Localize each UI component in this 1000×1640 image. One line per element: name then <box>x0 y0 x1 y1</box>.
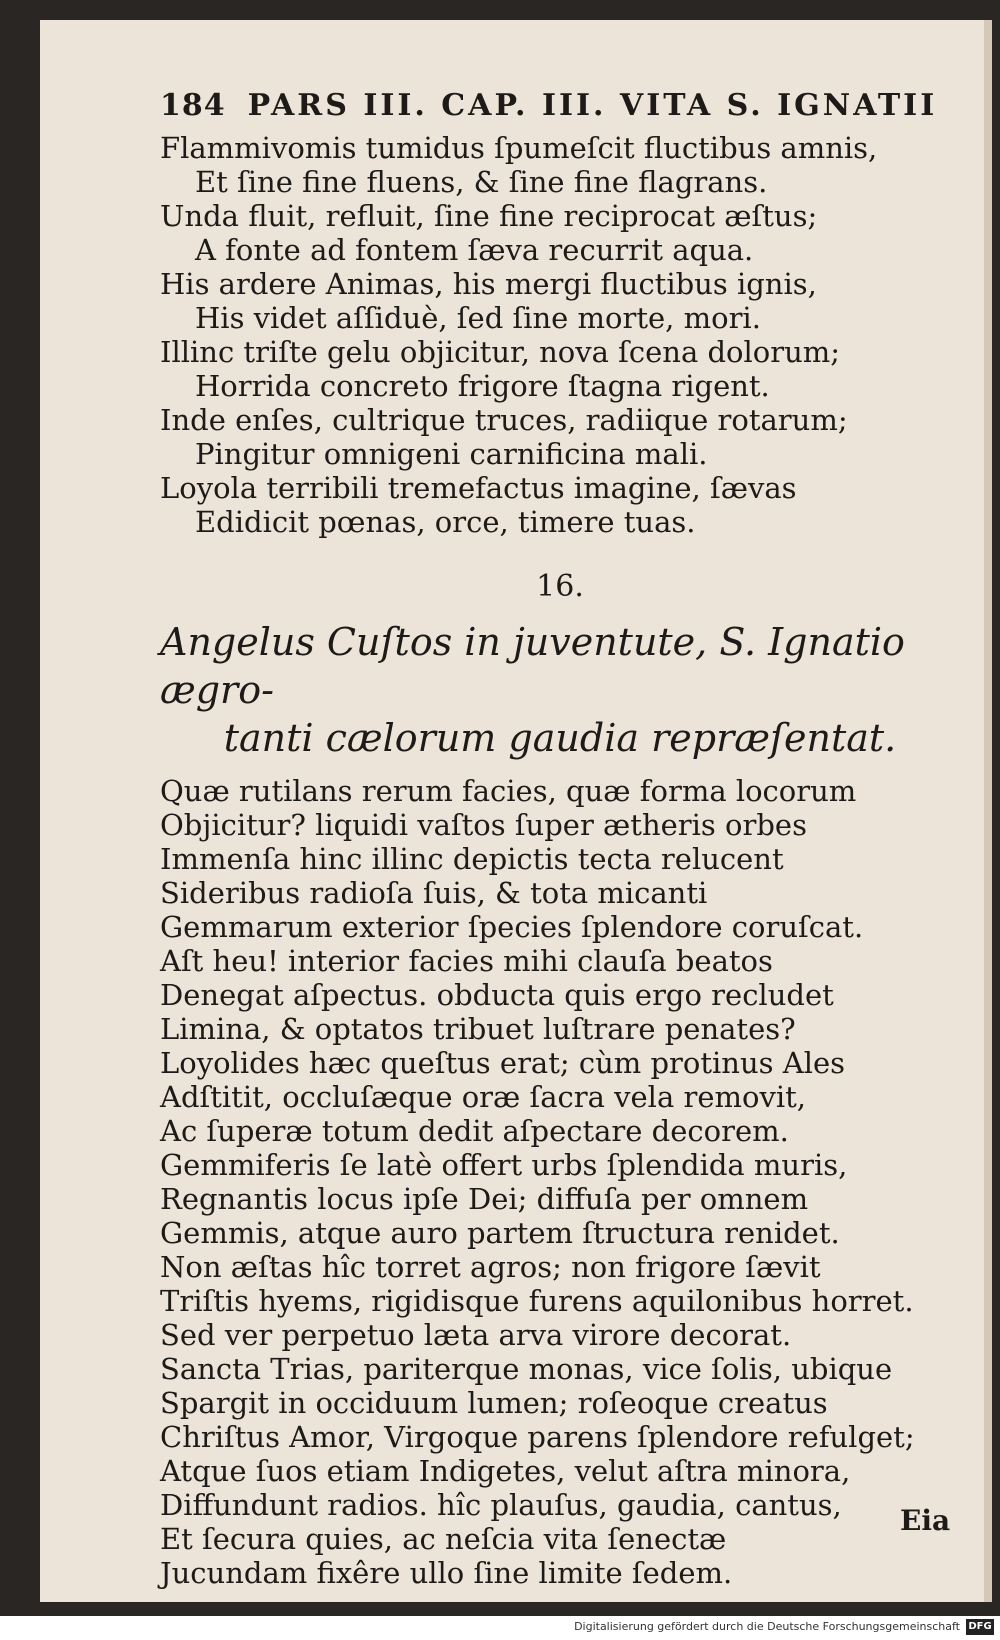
poem-top <box>160 131 960 539</box>
running-header <box>160 88 960 123</box>
poem-line: Gemmis, atque auro partem ſtructura renidet. <box>160 1216 840 1250</box>
poem-line: Loyola terribili tremefactus imagine, ſævas <box>160 471 797 505</box>
poem-bottom <box>160 774 960 1590</box>
poem-line: Unda fluit, refluit, ſine fine reciprocat æſtus; <box>160 199 818 233</box>
poem-line: Jucundam fixêre ullo ſine limite ſedem. <box>160 1556 733 1590</box>
poem-line: Pingitur omnigeni carnificina mali. <box>195 437 708 471</box>
poem-line: Spargit in occiduum lumen; roſeoque creatus <box>160 1386 828 1420</box>
funding-credit[interactable]: Digitalisierung gefördert durch die Deutsche Forschungsgemeinschaft <box>574 1620 960 1633</box>
poem-line: Non æſtas hîc torret agros; non frigore ſævit <box>160 1250 821 1284</box>
poem-line: Ac ſuperæ totum dedit aſpectare decorem. <box>160 1114 789 1148</box>
poem-line: Triſtis hyems, rigidisque furens aquilonibus horret. <box>160 1284 914 1318</box>
section-number: 16. <box>536 569 584 604</box>
poem-line: Regnantis locus ipſe Dei; diffuſa per omnem <box>160 1182 809 1216</box>
poem-line: Et ſecura quies, ac neſcia vita ſenectæ <box>160 1522 727 1556</box>
poem-line: Horrida concreto frigore ſtagna rigent. <box>195 369 770 403</box>
poem-line: Et ſine fine fluens, & ſine fine flagrans. <box>195 165 768 199</box>
poem-line: Sideribus radioſa ſuis, & tota micanti <box>160 876 708 910</box>
poem-line: Aſt heu! interior facies mihi clauſa beatos <box>160 944 773 978</box>
section-heading <box>160 618 960 762</box>
section-heading-line: tanti cælorum gaudia repræſentat. <box>223 716 897 760</box>
section-heading-line: Angelus Cuſtos in juventute, S. Ignatio ægro- <box>160 620 905 712</box>
poem-line: Sancta Trias, pariterque monas, vice ſolis, ubique <box>160 1352 893 1386</box>
poem-line: Sed ver perpetuo læta arva virore decorat. <box>160 1318 792 1352</box>
poem-line: Limina, & optatos tribuet luſtrare penates? <box>160 1012 796 1046</box>
poem-line: Atque ſuos etiam Indigetes, velut aſtra minora, <box>160 1454 851 1488</box>
poem-line: Inde enſes, cultrique truces, radiique rotarum; <box>160 403 848 437</box>
footer-bar <box>0 1616 1000 1640</box>
poem-line: Edidicit pœnas, orce, timere tuas. <box>195 505 696 539</box>
poem-line: Objicitur? liquidi vaſtos ſuper ætheris orbes <box>160 808 807 842</box>
poem-line: His ardere Animas, his mergi fluctibus ignis, <box>160 267 817 301</box>
poem-line: Flammivomis tumidus ſpumeſcit fluctibus amnis, <box>160 131 878 165</box>
running-title: PARS III. CAP. III. VITA S. IGNATII <box>247 88 938 123</box>
poem-line: Adſtitit, occluſæque oræ ſacra vela removit, <box>160 1080 806 1114</box>
poem-line: A fonte ad fontem ſæva recurrit aqua. <box>195 233 754 267</box>
poem-line: Diffundunt radios. hîc plauſus, gaudia, cantus, <box>160 1488 842 1522</box>
dfg-logo[interactable]: DFG <box>966 1619 994 1635</box>
catchword: Eia <box>900 1504 951 1537</box>
page-edge <box>984 20 992 1602</box>
book-page <box>40 20 992 1602</box>
page-content <box>160 88 960 1590</box>
poem-line: Gemmiferis ſe latè offert urbs ſplendida muris, <box>160 1148 848 1182</box>
poem-line: Chriſtus Amor, Virgoque parens ſplendore refulget; <box>160 1420 915 1454</box>
poem-line: Denegat aſpectus. obducta quis ergo recludet <box>160 978 834 1012</box>
poem-line: Gemmarum exterior ſpecies ſplendore coruſcat. <box>160 910 864 944</box>
poem-line: Quæ rutilans rerum facies, quæ forma locorum <box>160 774 857 808</box>
poem-line: Loyolides hæc queſtus erat; cùm protinus Ales <box>160 1046 846 1080</box>
poem-line: His videt aſſiduè, ſed ſine morte, mori. <box>195 301 761 335</box>
poem-line: Immenſa hinc illinc depictis tecta relucent <box>160 842 784 876</box>
poem-line: Illinc triſte gelu objicitur, nova ſcena dolorum; <box>160 335 841 369</box>
page-number: 184 <box>160 88 226 123</box>
